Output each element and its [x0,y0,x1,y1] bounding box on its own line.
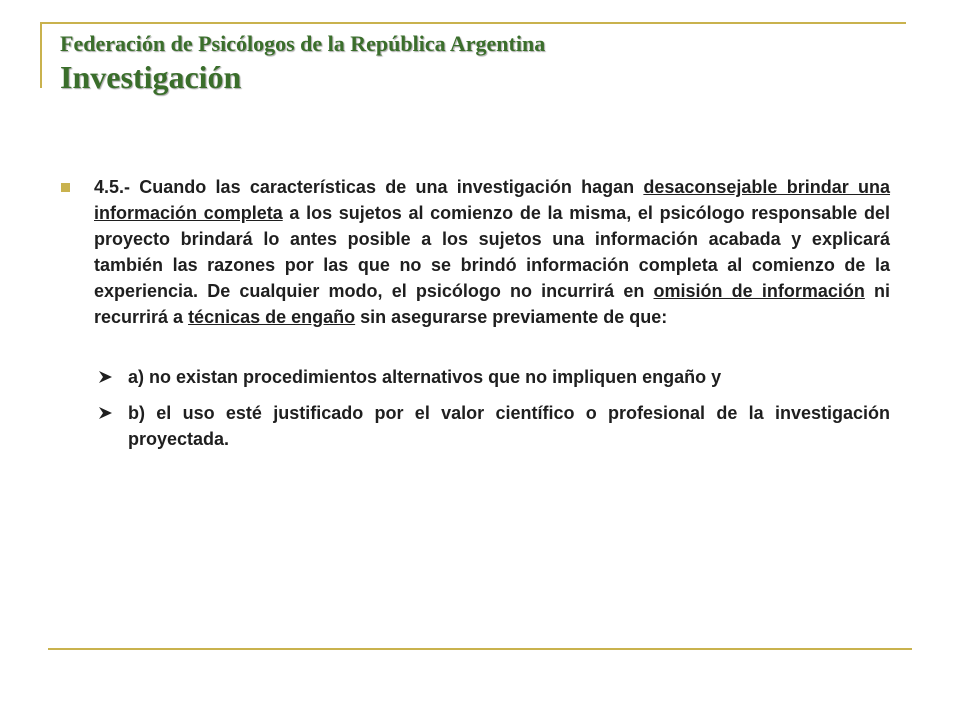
title-section: Investigación [60,59,242,95]
slide-title [60,30,900,96]
main-point-text-2: a los sujetos al comienzo de la misma, el psicólogo responsable del proyecto brindará lo antes posible a los sujetos una información acabada y explicará también las razones por las que no se brindó información completa al comienzo de la experiencia. De cualquier modo, el psicólogo no incurrirá en [94,203,891,301]
left-rule [40,22,42,88]
title-organization: Federación de Psicólogos de la República Argentina [60,31,546,56]
sub-point-a [58,364,890,390]
main-point-underlined-3: técnicas de engaño [188,307,356,327]
main-point [58,174,890,330]
sub-point-b [58,400,890,452]
arrow-bullet-icon [98,370,114,384]
main-point-text-1: 4.5.- Cuando las características de una investigación hagan [94,177,644,197]
sub-point-a-text: a) no existan procedimientos alternativos que no impliquen engaño y [128,367,722,387]
sub-point-b-text: b) el uso esté justificado por el valor científico o profesional de la investigación proyectada. [128,403,890,449]
square-bullet-icon [61,183,70,192]
slide-content [58,174,890,462]
main-point-underlined-1: desaconsejable brindar una información completa [94,177,890,223]
main-point-text-4: sin asegurarse previamente de que: [355,307,668,327]
top-rule [40,22,906,24]
arrow-bullet-icon [98,406,114,420]
bottom-rule [48,648,912,650]
main-point-underlined-2: omisión de información [653,281,865,301]
sub-point-list [58,364,890,452]
main-point-text-3: ni recurrirá a [94,281,890,327]
